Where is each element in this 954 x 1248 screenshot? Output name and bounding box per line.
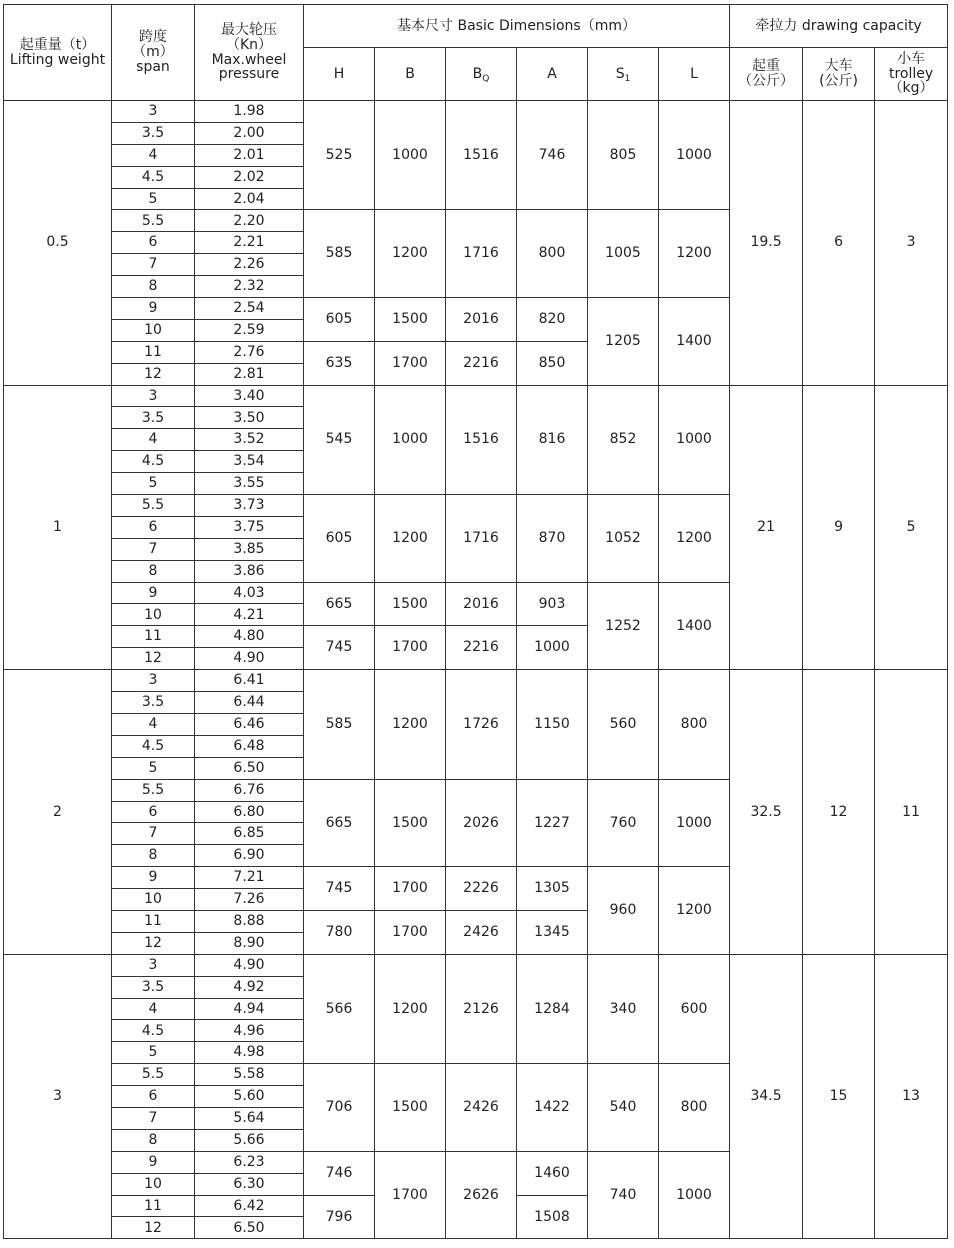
pressure-cell: 5.60 xyxy=(195,1086,304,1108)
header-capacity-line: 大车 xyxy=(824,58,853,75)
dim-l-cell: 1000 xyxy=(659,101,730,210)
pressure-cell: 2.81 xyxy=(195,363,304,385)
dim-a-cell: 816 xyxy=(517,385,588,494)
dim-s1-cell: 1252 xyxy=(588,582,659,670)
header-dim-label: S xyxy=(615,65,625,82)
dim-b-cell: 1500 xyxy=(375,779,446,867)
dim-bq-cell: 1516 xyxy=(446,101,517,210)
span-cell: 3.5 xyxy=(112,122,195,144)
span-cell: 9 xyxy=(112,298,195,320)
dim-a-cell: 1000 xyxy=(517,626,588,670)
dim-bq-cell: 2216 xyxy=(446,341,517,385)
dim-a-cell: 903 xyxy=(517,582,588,626)
dim-l-cell: 1000 xyxy=(659,779,730,867)
pressure-cell: 6.90 xyxy=(195,845,304,867)
dim-a-cell: 1227 xyxy=(517,779,588,867)
header-lifting-weight: 起重量（t） Lifting weight xyxy=(4,5,112,101)
dim-l-cell: 1000 xyxy=(659,385,730,494)
dim-a-cell: 850 xyxy=(517,341,588,385)
dim-a-cell: 870 xyxy=(517,495,588,583)
header-dim-label: B xyxy=(472,65,483,82)
lifting-weight-cell: 2 xyxy=(4,670,112,955)
header-dim-label: L xyxy=(690,65,698,82)
pressure-cell: 6.44 xyxy=(195,692,304,714)
header-capacity-line: （kg） xyxy=(888,80,934,97)
span-cell: 7 xyxy=(112,1107,195,1129)
span-cell: 7 xyxy=(112,254,195,276)
capacity-lift-cell: 19.5 xyxy=(730,101,803,386)
span-cell: 5.5 xyxy=(112,210,195,232)
dim-l-cell: 1400 xyxy=(659,298,730,386)
dim-b-cell: 1500 xyxy=(375,298,446,342)
dim-b-cell: 1700 xyxy=(375,1151,446,1239)
span-cell: 9 xyxy=(112,1151,195,1173)
header-capacity-line: (公斤) xyxy=(819,73,859,89)
dim-h-cell: 665 xyxy=(304,582,375,626)
span-cell: 8 xyxy=(112,845,195,867)
span-cell: 11 xyxy=(112,1195,195,1217)
dim-s1-cell: 1205 xyxy=(588,298,659,386)
dim-bq-cell: 1516 xyxy=(446,385,517,494)
dim-b-cell: 1700 xyxy=(375,341,446,385)
dim-bq-cell: 2026 xyxy=(446,779,517,867)
dim-h-cell: 635 xyxy=(304,341,375,385)
pressure-cell: 2.02 xyxy=(195,166,304,188)
span-cell: 10 xyxy=(112,889,195,911)
header-capacity-line: （公斤） xyxy=(738,73,795,89)
capacity-crane-cell: 15 xyxy=(803,954,875,1239)
dim-h-cell: 746 xyxy=(304,1151,375,1195)
dim-s1-cell: 1052 xyxy=(588,495,659,583)
dim-b-cell: 1200 xyxy=(375,670,446,779)
capacity-crane-cell: 9 xyxy=(803,385,875,670)
dim-b-cell: 1500 xyxy=(375,582,446,626)
table-row xyxy=(4,101,948,123)
dim-a-cell: 1150 xyxy=(517,670,588,779)
pressure-cell: 6.46 xyxy=(195,713,304,735)
dim-l-cell: 1000 xyxy=(659,1151,730,1239)
span-cell: 3 xyxy=(112,385,195,407)
pressure-cell: 2.21 xyxy=(195,232,304,254)
dim-bq-cell: 2016 xyxy=(446,298,517,342)
dim-l-cell: 600 xyxy=(659,954,730,1063)
header-dim-s1 xyxy=(588,48,659,101)
pressure-cell: 5.66 xyxy=(195,1129,304,1151)
header-dim-bq xyxy=(446,48,517,101)
span-cell: 12 xyxy=(112,648,195,670)
pressure-cell: 4.96 xyxy=(195,1020,304,1042)
dim-h-cell: 585 xyxy=(304,210,375,298)
span-cell: 3 xyxy=(112,101,195,123)
span-cell: 12 xyxy=(112,363,195,385)
span-cell: 3.5 xyxy=(112,407,195,429)
span-cell: 3 xyxy=(112,954,195,976)
dim-bq-cell: 2126 xyxy=(446,954,517,1063)
pressure-cell: 1.98 xyxy=(195,101,304,123)
header-capacity-0 xyxy=(730,48,803,101)
dim-h-cell: 796 xyxy=(304,1195,375,1239)
pressure-cell: 8.88 xyxy=(195,910,304,932)
header-dim-label: B xyxy=(405,65,415,82)
span-cell: 8 xyxy=(112,276,195,298)
span-cell: 4.5 xyxy=(112,451,195,473)
dim-h-cell: 566 xyxy=(304,954,375,1063)
dim-h-cell: 780 xyxy=(304,910,375,954)
pressure-cell: 6.48 xyxy=(195,735,304,757)
span-cell: 4 xyxy=(112,713,195,735)
dim-a-cell: 1460 xyxy=(517,1151,588,1195)
span-cell: 3 xyxy=(112,670,195,692)
dim-b-cell: 1000 xyxy=(375,101,446,210)
pressure-cell: 2.20 xyxy=(195,210,304,232)
dim-s1-cell: 1005 xyxy=(588,210,659,298)
dim-s1-cell: 560 xyxy=(588,670,659,779)
pressure-cell: 6.30 xyxy=(195,1173,304,1195)
dim-bq-cell: 2216 xyxy=(446,626,517,670)
dim-bq-cell: 2426 xyxy=(446,1064,517,1152)
span-cell: 5 xyxy=(112,188,195,210)
dim-s1-cell: 340 xyxy=(588,954,659,1063)
dim-s1-cell: 760 xyxy=(588,779,659,867)
dim-s1-cell: 960 xyxy=(588,867,659,955)
header-drawing-capacity: 牵拉力 drawing capacity xyxy=(730,5,948,48)
dim-h-cell: 605 xyxy=(304,298,375,342)
dim-l-cell: 1400 xyxy=(659,582,730,670)
span-cell: 4 xyxy=(112,429,195,451)
dim-b-cell: 1700 xyxy=(375,910,446,954)
dim-b-cell: 1200 xyxy=(375,495,446,583)
pressure-cell: 2.32 xyxy=(195,276,304,298)
dim-bq-cell: 1716 xyxy=(446,210,517,298)
dim-h-cell: 745 xyxy=(304,867,375,911)
span-cell: 5 xyxy=(112,1042,195,1064)
dim-bq-cell: 2426 xyxy=(446,910,517,954)
dim-s1-cell: 852 xyxy=(588,385,659,494)
dim-s1-cell: 805 xyxy=(588,101,659,210)
pressure-cell: 3.52 xyxy=(195,429,304,451)
span-cell: 6 xyxy=(112,516,195,538)
dim-b-cell: 1200 xyxy=(375,210,446,298)
lifting-weight-cell: 0.5 xyxy=(4,101,112,386)
dim-l-cell: 1200 xyxy=(659,867,730,955)
span-cell: 8 xyxy=(112,1129,195,1151)
dim-a-cell: 1508 xyxy=(517,1195,588,1239)
header-dim-label: H xyxy=(333,65,345,82)
pressure-cell: 4.90 xyxy=(195,648,304,670)
dim-h-cell: 605 xyxy=(304,495,375,583)
dim-h-cell: 545 xyxy=(304,385,375,494)
header-dim-b xyxy=(375,48,446,101)
header-dim-subscript: Q xyxy=(482,73,490,84)
dim-l-cell: 800 xyxy=(659,1064,730,1152)
dim-bq-cell: 2226 xyxy=(446,867,517,911)
dim-bq-cell: 2626 xyxy=(446,1151,517,1239)
capacity-crane-cell: 12 xyxy=(803,670,875,955)
dim-s1-cell: 540 xyxy=(588,1064,659,1152)
dim-l-cell: 1200 xyxy=(659,210,730,298)
span-cell: 7 xyxy=(112,538,195,560)
header-capacity-line: trolley xyxy=(888,65,934,82)
pressure-cell: 2.59 xyxy=(195,319,304,341)
pressure-cell: 6.50 xyxy=(195,757,304,779)
capacity-trolley-cell: 11 xyxy=(875,670,948,955)
span-cell: 9 xyxy=(112,867,195,889)
pressure-cell: 4.03 xyxy=(195,582,304,604)
capacity-trolley-cell: 13 xyxy=(875,954,948,1239)
pressure-cell: 3.75 xyxy=(195,516,304,538)
span-cell: 7 xyxy=(112,823,195,845)
pressure-cell: 6.80 xyxy=(195,801,304,823)
spec-table xyxy=(3,4,948,1239)
span-cell: 4.5 xyxy=(112,166,195,188)
span-cell: 5 xyxy=(112,757,195,779)
pressure-cell: 4.98 xyxy=(195,1042,304,1064)
dim-b-cell: 1700 xyxy=(375,626,446,670)
pressure-cell: 2.01 xyxy=(195,144,304,166)
lifting-weight-cell: 3 xyxy=(4,954,112,1239)
pressure-cell: 7.26 xyxy=(195,889,304,911)
pressure-cell: 4.80 xyxy=(195,626,304,648)
dim-h-cell: 745 xyxy=(304,626,375,670)
pressure-cell: 5.64 xyxy=(195,1107,304,1129)
pressure-cell: 6.42 xyxy=(195,1195,304,1217)
dim-a-cell: 746 xyxy=(517,101,588,210)
dim-l-cell: 800 xyxy=(659,670,730,779)
span-cell: 5.5 xyxy=(112,495,195,517)
capacity-lift-cell: 34.5 xyxy=(730,954,803,1239)
header-dim-l xyxy=(659,48,730,101)
capacity-lift-cell: 21 xyxy=(730,385,803,670)
dim-b-cell: 1000 xyxy=(375,385,446,494)
dim-b-cell: 1500 xyxy=(375,1064,446,1152)
pressure-cell: 6.76 xyxy=(195,779,304,801)
pressure-cell: 2.26 xyxy=(195,254,304,276)
dim-h-cell: 585 xyxy=(304,670,375,779)
span-cell: 5.5 xyxy=(112,1064,195,1086)
span-cell: 11 xyxy=(112,626,195,648)
capacity-crane-cell: 6 xyxy=(803,101,875,386)
header-basic-dimensions: 基本尺寸 Basic Dimensions（mm） xyxy=(304,5,730,48)
span-cell: 11 xyxy=(112,910,195,932)
pressure-cell: 2.04 xyxy=(195,188,304,210)
dim-bq-cell: 1716 xyxy=(446,495,517,583)
dim-l-cell: 1200 xyxy=(659,495,730,583)
span-cell: 10 xyxy=(112,604,195,626)
header-capacity-2 xyxy=(875,48,948,101)
dim-h-cell: 525 xyxy=(304,101,375,210)
capacity-trolley-cell: 5 xyxy=(875,385,948,670)
span-cell: 5.5 xyxy=(112,779,195,801)
span-cell: 6 xyxy=(112,801,195,823)
span-cell: 3.5 xyxy=(112,976,195,998)
pressure-cell: 5.58 xyxy=(195,1064,304,1086)
span-cell: 11 xyxy=(112,341,195,363)
header-span: 跨度 （m） span xyxy=(112,5,195,101)
header-capacity-1 xyxy=(803,48,875,101)
pressure-cell: 3.40 xyxy=(195,385,304,407)
span-cell: 4.5 xyxy=(112,735,195,757)
dim-a-cell: 820 xyxy=(517,298,588,342)
pressure-cell: 3.73 xyxy=(195,495,304,517)
header-dim-h xyxy=(304,48,375,101)
span-cell: 5 xyxy=(112,473,195,495)
span-cell: 6 xyxy=(112,232,195,254)
pressure-cell: 7.21 xyxy=(195,867,304,889)
pressure-cell: 2.54 xyxy=(195,298,304,320)
span-cell: 8 xyxy=(112,560,195,582)
pressure-cell: 3.50 xyxy=(195,407,304,429)
pressure-cell: 3.86 xyxy=(195,560,304,582)
dim-a-cell: 1345 xyxy=(517,910,588,954)
dim-h-cell: 665 xyxy=(304,779,375,867)
pressure-cell: 2.00 xyxy=(195,122,304,144)
capacity-lift-cell: 32.5 xyxy=(730,670,803,955)
span-cell: 4 xyxy=(112,998,195,1020)
span-cell: 9 xyxy=(112,582,195,604)
dim-a-cell: 1305 xyxy=(517,867,588,911)
header-capacity-line: 起重 xyxy=(752,58,781,75)
pressure-cell: 8.90 xyxy=(195,932,304,954)
pressure-cell: 3.54 xyxy=(195,451,304,473)
dim-b-cell: 1700 xyxy=(375,867,446,911)
span-cell: 10 xyxy=(112,1173,195,1195)
header-dim-a xyxy=(517,48,588,101)
header-capacity-line: 小车 xyxy=(897,50,926,67)
pressure-cell: 4.94 xyxy=(195,998,304,1020)
span-cell: 10 xyxy=(112,319,195,341)
header-dim-subscript: 1 xyxy=(624,73,631,84)
span-cell: 12 xyxy=(112,1217,195,1239)
span-cell: 4 xyxy=(112,144,195,166)
dim-bq-cell: 1726 xyxy=(446,670,517,779)
table-row xyxy=(4,954,948,976)
dim-s1-cell: 740 xyxy=(588,1151,659,1239)
lifting-weight-cell: 1 xyxy=(4,385,112,670)
pressure-cell: 6.41 xyxy=(195,670,304,692)
dim-a-cell: 800 xyxy=(517,210,588,298)
pressure-cell: 4.21 xyxy=(195,604,304,626)
dim-bq-cell: 2016 xyxy=(446,582,517,626)
header-dim-label: A xyxy=(547,65,557,82)
span-cell: 6 xyxy=(112,1086,195,1108)
span-cell: 3.5 xyxy=(112,692,195,714)
pressure-cell: 6.85 xyxy=(195,823,304,845)
capacity-trolley-cell: 3 xyxy=(875,101,948,386)
dim-a-cell: 1422 xyxy=(517,1064,588,1152)
pressure-cell: 4.90 xyxy=(195,954,304,976)
header-max-wheel-pressure: 最大轮压 （Kn） Max.wheel pressure xyxy=(195,5,304,101)
pressure-cell: 2.76 xyxy=(195,341,304,363)
pressure-cell: 4.92 xyxy=(195,976,304,998)
pressure-cell: 6.23 xyxy=(195,1151,304,1173)
table-row xyxy=(4,670,948,692)
pressure-cell: 3.85 xyxy=(195,538,304,560)
span-cell: 12 xyxy=(112,932,195,954)
dim-a-cell: 1284 xyxy=(517,954,588,1063)
pressure-cell: 3.55 xyxy=(195,473,304,495)
dim-h-cell: 706 xyxy=(304,1064,375,1152)
pressure-cell: 6.50 xyxy=(195,1217,304,1239)
dim-b-cell: 1200 xyxy=(375,954,446,1063)
table-row xyxy=(4,385,948,407)
span-cell: 4.5 xyxy=(112,1020,195,1042)
